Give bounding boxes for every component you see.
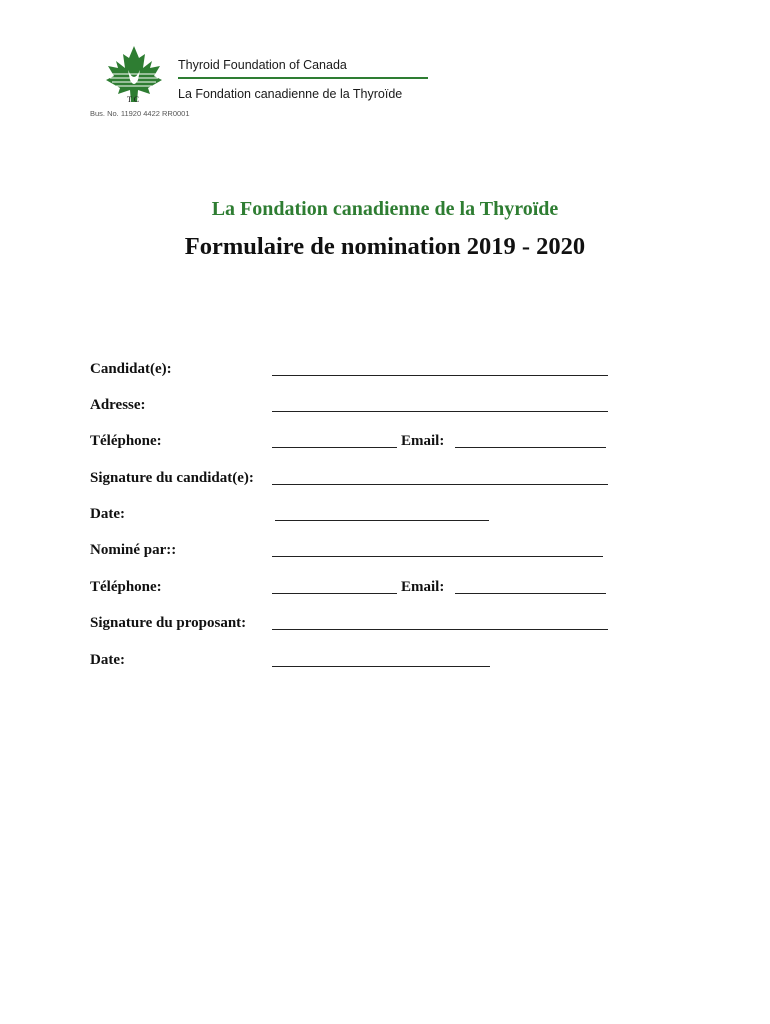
nomine-par-label: Nominé par:: — [90, 542, 177, 558]
date-input-line[interactable] — [275, 520, 489, 521]
email-proposant-input-line[interactable] — [455, 593, 606, 594]
signature-proposant-input-line[interactable] — [272, 629, 608, 630]
telephone-proposant-label: Téléphone: — [90, 579, 162, 595]
field-telephone-proposant — [90, 579, 690, 599]
adresse-input-line[interactable] — [272, 411, 608, 412]
field-nomine-par — [90, 542, 690, 562]
telephone-label: Téléphone: — [90, 433, 162, 449]
nomine-par-input-line[interactable] — [272, 556, 603, 557]
org-name-french: La Fondation canadienne de la Thyroïde — [178, 87, 403, 101]
svg-text:T C: T C — [127, 95, 140, 104]
telephone-input-line[interactable] — [272, 447, 397, 448]
form-subtitle: La Fondation canadienne de la Thyroïde — [211, 198, 559, 220]
date-label: Date: — [90, 506, 125, 522]
maple-leaf-logo-icon — [100, 44, 168, 106]
date-proposant-input-line[interactable] — [272, 666, 490, 667]
field-date-proposant — [90, 652, 690, 672]
field-signature-candidat — [90, 470, 690, 490]
field-signature-proposant — [90, 615, 690, 635]
email-input-line[interactable] — [455, 447, 606, 448]
signature-proposant-label: Signature du proposant: — [90, 615, 247, 631]
org-name-english: Thyroid Foundation of Canada — [178, 58, 347, 72]
email-proposant-label: Email: — [401, 579, 445, 595]
telephone-proposant-input-line[interactable] — [272, 593, 397, 594]
field-date-candidat — [90, 506, 690, 526]
form-title: Formulaire de nomination 2019 - 2020 — [184, 233, 586, 260]
business-number: Bus. No. 11920 4422 RR0001 — [90, 109, 190, 118]
field-adresse — [90, 397, 690, 417]
candidat-input-line[interactable] — [272, 375, 608, 376]
field-candidat — [90, 361, 690, 381]
candidat-label: Candidat(e): — [90, 361, 172, 377]
adresse-label: Adresse: — [90, 397, 146, 413]
date-proposant-label: Date: — [90, 652, 125, 668]
signature-candidat-input-line[interactable] — [272, 484, 608, 485]
field-telephone-candidat — [90, 433, 690, 453]
email-label: Email: — [401, 433, 445, 449]
signature-candidat-label: Signature du candidat(e): — [90, 470, 254, 486]
header-divider — [178, 77, 428, 79]
